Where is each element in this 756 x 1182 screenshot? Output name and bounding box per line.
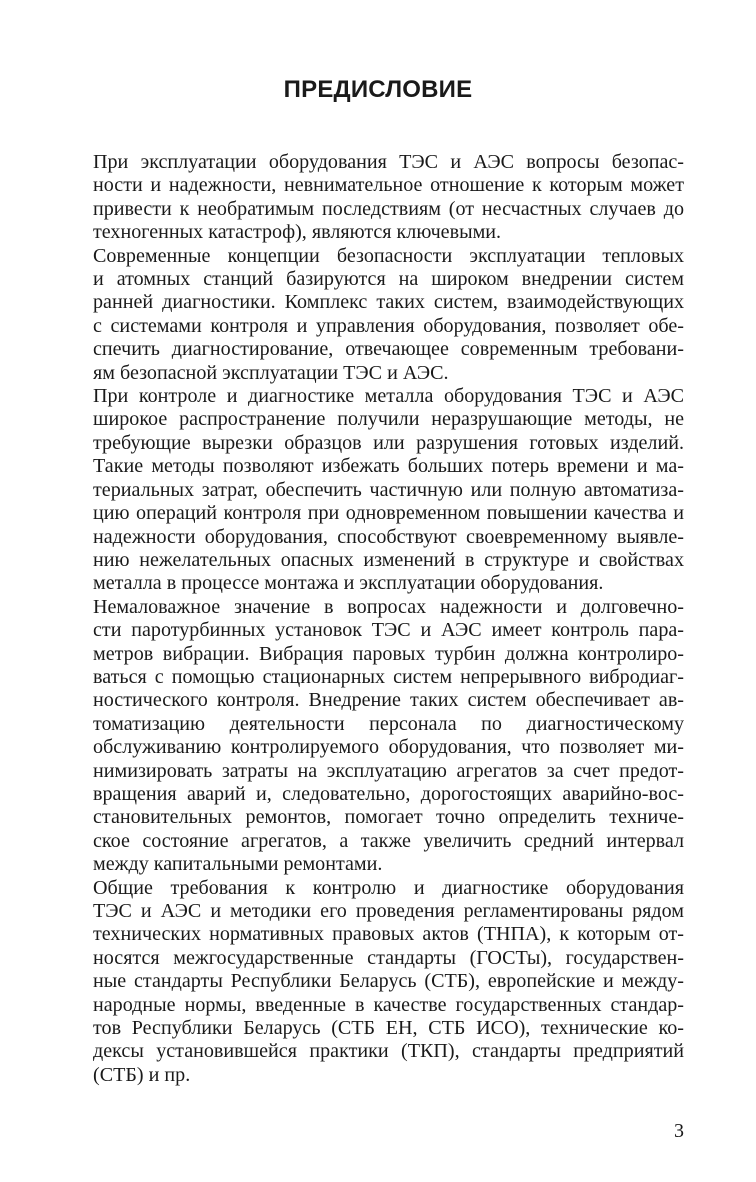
page-title: ПРЕДИСЛОВИЕ [283, 76, 473, 103]
text-line: териальных затрат, обеспечить частичную или полную автоматиза- [93, 478, 684, 501]
text-line: томатизацию деятельности персонала по диагностическому [93, 712, 684, 735]
text-line: ТЭС и АЭС и методики его проведения регламентированы рядом [93, 900, 684, 922]
text-line: требующие вырезки образцов или разрушения готовых изделий. [93, 431, 684, 454]
text-line: метров вибрации. Вибрация паровых турбин должна контролиро- [93, 642, 684, 665]
text-line: тов Республики Беларусь (СТБ ЕН, СТБ ИСО), технические ко- [93, 1017, 684, 1040]
text-line: носятся межгосударственные стандарты (ГОСТы), государствен- [93, 946, 684, 969]
text-line: ваться с помощью стационарных систем непрерывного вибродиаг- [93, 665, 684, 688]
text-line: с системами контроля и управления оборудования, позволяет обе- [93, 314, 684, 337]
text-line: цию операций контроля при одновременном повышении качества и [93, 502, 684, 525]
text-line: и атомных станций базируются на широком внедрении систем [93, 268, 684, 291]
text-line: технических нормативных правовых актов (ТНПА), к которым от- [93, 923, 684, 946]
text-line: металла в процессе монтажа и эксплуатации оборудования. [93, 572, 604, 595]
text-line: ям безопасной эксплуатации ТЭС и АЭС. [93, 361, 449, 384]
page-number: 3 [674, 1120, 684, 1142]
body-text [62, 151, 684, 1087]
text-line: ранней диагностики. Комплекс таких систем, взаимодействующих [93, 291, 684, 314]
text-line: привести к необратимым последствиям (от несчастных случаев до [93, 197, 684, 220]
text-line: При эксплуатации оборудования ТЭС и АЭС вопросы безопас- [93, 151, 684, 173]
text-line: При контроле и диагностике металла оборудования ТЭС и АЭС [93, 385, 684, 408]
text-line: ское состояние агрегатов, а также увеличить средний интервал [93, 829, 684, 852]
text-line: между капитальными ремонтами. [93, 853, 383, 876]
text-line: Немаловажное значение в вопросах надежности и долговечно- [93, 595, 684, 618]
text-line: широкое распространение получили неразрушающие методы, не [93, 408, 684, 431]
text-line: надежности оборудования, способствуют своевременному выявле- [93, 525, 684, 548]
text-line: сти паротурбинных установок ТЭС и АЭС имеет контроль пара- [93, 619, 684, 642]
text-line: техногенных катастроф), являются ключевыми. [93, 221, 502, 244]
paragraph-3 [62, 385, 684, 596]
paragraph-1 [62, 151, 684, 245]
text-line: вращения аварий и, следовательно, дорогостоящих аварийно-вос- [93, 782, 684, 805]
text-line: Общие требования к контролю и диагностике оборудования [93, 876, 684, 899]
text-line: спечить диагностирование, отвечающее современным требовани- [93, 338, 684, 361]
paragraph-4 [62, 596, 684, 877]
text-line: нию нежелательных опасных изменений в структуре и свойствах [93, 548, 684, 571]
text-line: (СТБ) и пр. [93, 1063, 191, 1086]
text-line: Такие методы позволяют избежать больших потерь времени и ма- [93, 455, 684, 478]
paragraph-2 [62, 245, 684, 385]
text-line: народные нормы, введенные в качестве государственных стандар- [93, 993, 684, 1016]
paragraph-5 [62, 877, 684, 1088]
text-line: Современные концепции безопасности эксплуатации тепловых [93, 244, 684, 267]
text-line: становительных ремонтов, помогает точно определить техниче- [93, 806, 684, 829]
text-line: ности и надежности, невнимательное отношение к которым может [93, 174, 684, 197]
text-line: ные стандарты Республики Беларусь (СТБ), европейские и между- [93, 970, 684, 993]
text-line: нимизировать затраты на эксплуатацию агрегатов за счет предот- [93, 759, 684, 782]
text-line: дексы установившейся практики (ТКП), стандарты предприятий [93, 1040, 684, 1063]
text-line: обслуживанию контролируемого оборудования, что позволяет ми- [93, 736, 684, 759]
text-line: ностического контроля. Внедрение таких систем обеспечивает ав- [93, 689, 684, 712]
